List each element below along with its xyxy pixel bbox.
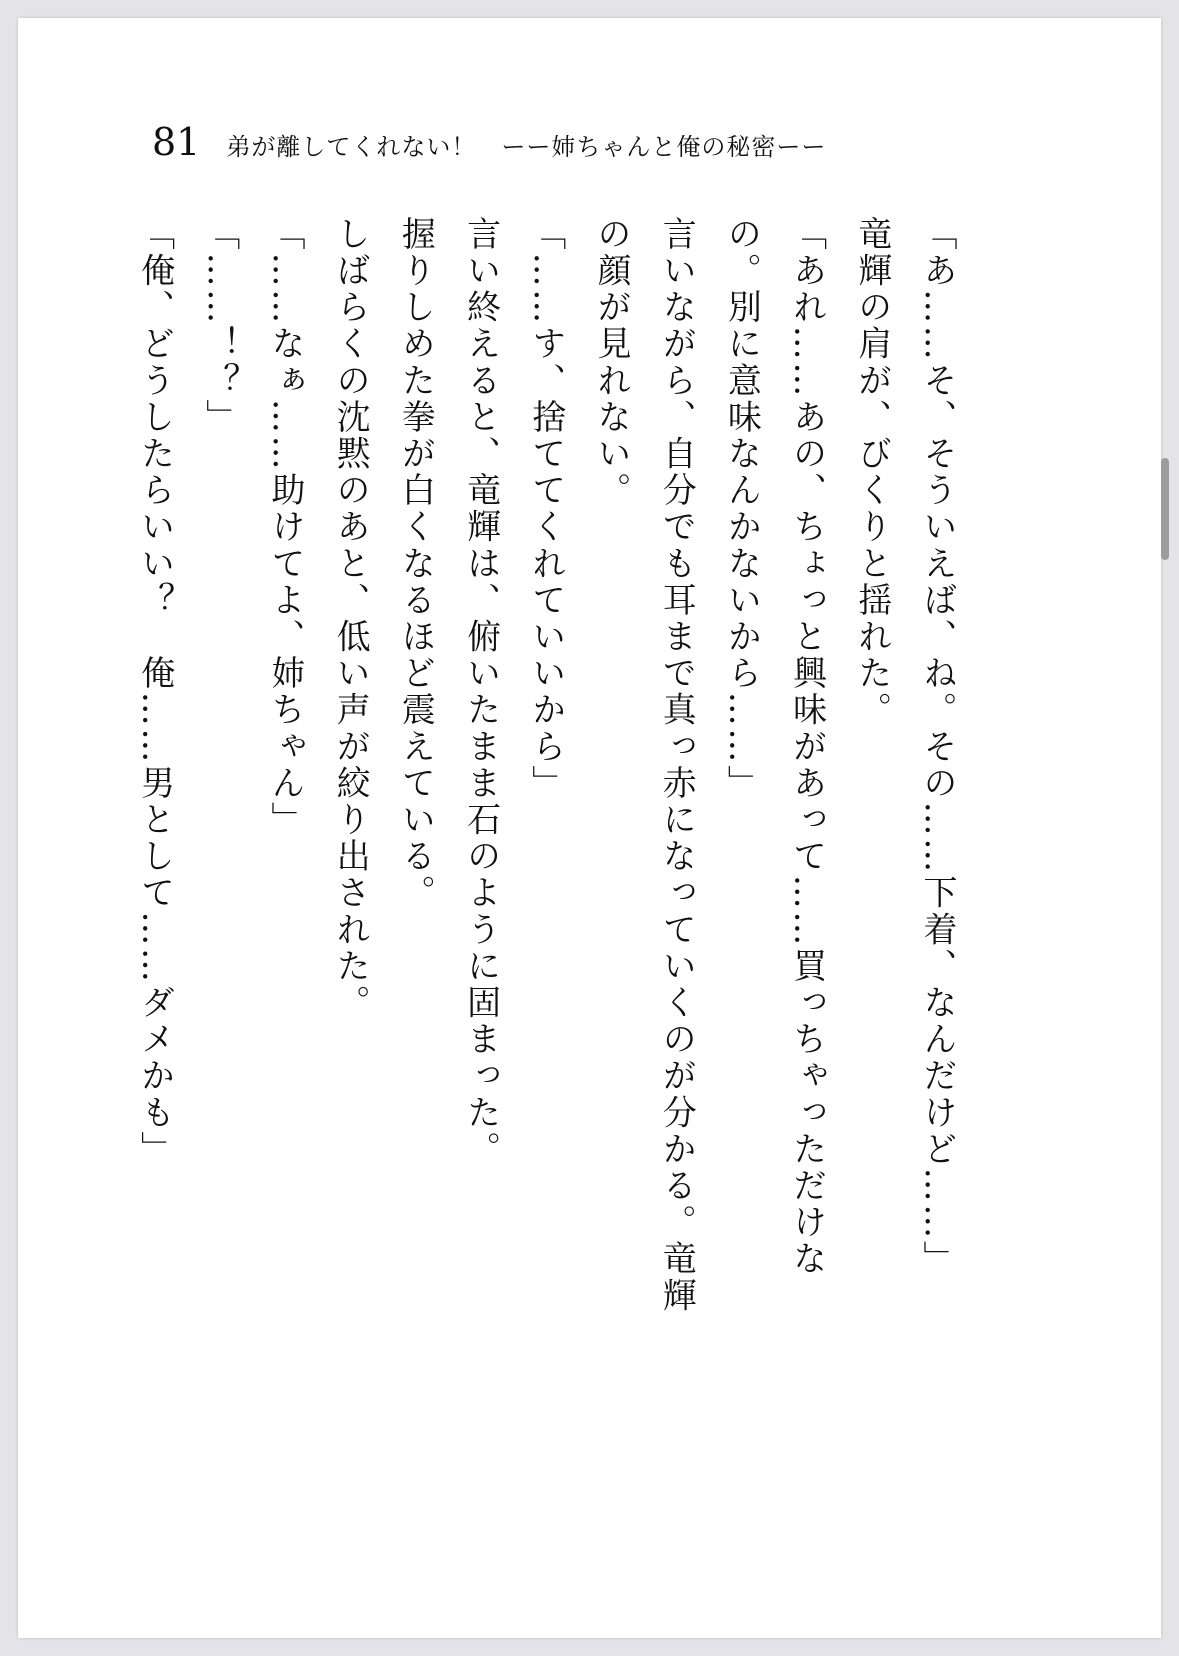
paragraph: 握りしめた拳が白くなるほど震えている。	[395, 216, 436, 912]
paragraph: 「あ……そ、そういえば、ね。その……下着、なんだけど……」	[917, 216, 957, 1278]
page-number: 81	[152, 120, 201, 164]
paragraph: 「……！？」	[199, 216, 240, 436]
paragraph: 言いながら、自分でも耳まで真っ赤になっていくのが分かる。竜輝の顔が見れない。	[590, 216, 697, 1314]
paragraph: 竜輝の肩が、びくりと揺れた。	[851, 216, 892, 729]
paragraph: 言い終えると、竜輝は、俯いたまま石のように固まった。	[460, 216, 501, 1168]
vertical-body-text	[121, 216, 969, 1336]
page-header	[152, 120, 826, 170]
book-title: 弟が離してくれない！ ーー姉ちゃんと俺の秘密ーー	[226, 133, 827, 161]
book-page	[18, 18, 1161, 1638]
paragraph: 「俺、どうしたらいい？ 俺……男として……ダメかも」	[134, 216, 175, 1168]
scrollbar-thumb[interactable]	[1161, 458, 1169, 560]
paragraph: 「……す、捨ててくれていいから」	[525, 216, 566, 802]
paragraph: 「あれ……あの、ちょっと興味があって……買っちゃっただけなの。別に意味なんかないから……」	[721, 216, 827, 1278]
paragraph: しばらくの沈黙のあと、低い声が絞り出された。	[330, 216, 371, 1022]
paragraph: 「……なぁ……助けてよ、姉ちゃん」	[264, 216, 305, 839]
